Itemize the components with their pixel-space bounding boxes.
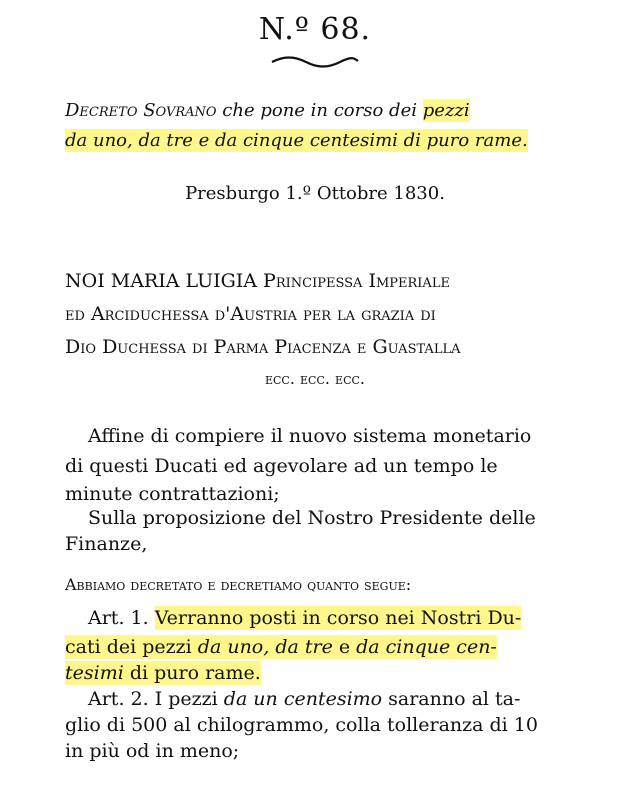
title-line-2 <box>65 130 528 151</box>
body-line-2: di questi Ducati ed agevolare ad un tempo le <box>65 455 498 477</box>
art1-line3-a: tesimi <box>65 662 124 684</box>
art1-line-3 <box>65 662 261 684</box>
art2-line-2: glio di 500 al chilogrammo, colla tolleranza di 10 <box>65 714 538 736</box>
preamble-line-4: ecc. ecc. ecc. <box>264 369 366 388</box>
art2-label: Art. 2. <box>88 688 155 710</box>
ornament-swash-icon <box>270 55 360 69</box>
title-lead: Decreto Sovrano <box>65 100 217 121</box>
preamble-line-3: Dio Duchessa di Parma Piacenza e Guastalla <box>65 336 461 358</box>
decree-formula: Abbiamo decretato e decretiamo quanto segue: <box>65 575 412 594</box>
sovereign-name: NOI MARIA LUIGIA <box>65 270 264 292</box>
art2-line1-a: I pezzi <box>154 688 224 710</box>
art1-line1-highlight: Verranno posti in corso nei Nostri Du- <box>154 607 522 629</box>
art2-line1-c: saranno al ta- <box>382 688 521 710</box>
decree-number: N.º 68. <box>258 12 372 47</box>
title-line2-highlight: da uno, da tre e da cinque centesimi di puro rame. <box>65 130 528 151</box>
art2-line1-b: da un centesimo <box>223 688 383 710</box>
title-line-1 <box>65 100 470 121</box>
body-line-5: Finanze, <box>65 533 148 555</box>
body-line-3: minute contrattazioni; <box>65 483 280 505</box>
preamble-line1-rest: Principessa Imperiale <box>263 270 450 292</box>
preamble-line-1 <box>65 270 450 292</box>
title-line1-rest: che pone in corso dei <box>216 100 423 121</box>
body-line-4: Sulla proposizione del Nostro Presidente delle <box>88 507 536 529</box>
title-line1-highlight: pezzi <box>422 100 470 121</box>
art1-line2-d: da cinque cen- <box>356 636 497 658</box>
preamble-line-2: ed Arciduchessa d'Austria per la grazia di <box>65 303 436 325</box>
art1-line2-b: da uno, da tre <box>197 636 333 658</box>
body-line-1: Affine di compiere il nuovo sistema monetario <box>88 425 532 447</box>
art2-line-3: in più od in meno; <box>65 740 240 762</box>
art2-line-1 <box>88 688 520 710</box>
art1-line3-highlight <box>65 661 261 685</box>
art1-line2-c: e <box>332 636 357 658</box>
art1-label: Art. 1. <box>88 607 155 629</box>
art1-line2-a: cati dei pezzi <box>65 636 198 658</box>
art1-line2-highlight <box>65 635 497 659</box>
art1-line-2 <box>65 636 497 658</box>
art1-line3-b: di puro rame. <box>123 662 261 684</box>
art1-line-1 <box>88 607 521 629</box>
place-date: Presburgo 1.º Ottobre 1830. <box>185 183 445 204</box>
